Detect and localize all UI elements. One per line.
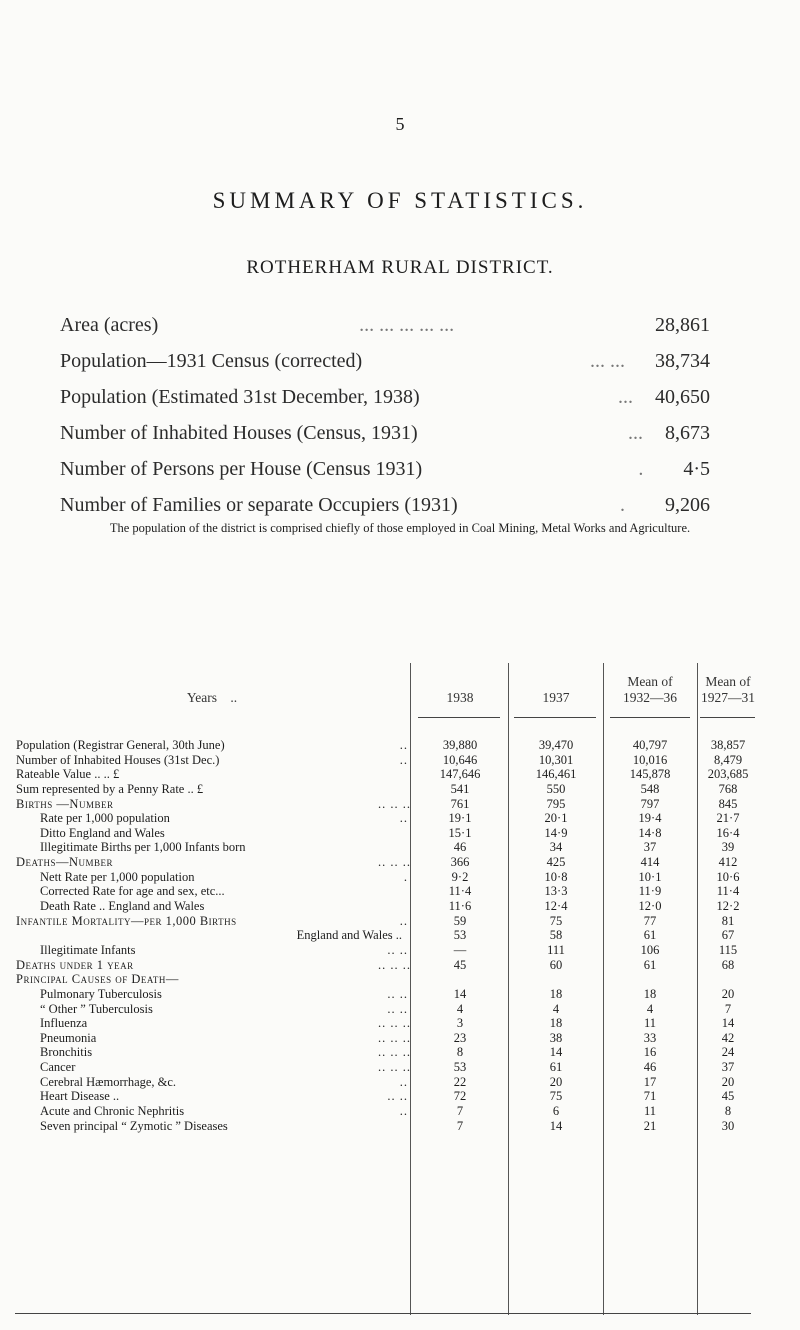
cell-1937: 425 <box>546 855 566 870</box>
summary-label: Number of Persons per House (Census 1931) <box>60 458 423 480</box>
summary-value: 28,861 <box>655 314 710 336</box>
summary-dots: ... ... ... ... ... <box>359 314 455 336</box>
summary-dots: . <box>620 494 625 516</box>
cell-mean-1927-31: 845 <box>718 796 738 811</box>
row-label: Acute and Chronic Nephritis <box>40 1104 185 1119</box>
row-label: Number of Inhabited Houses (31st Dec.) <box>16 752 220 767</box>
table-row <box>0 943 800 958</box>
cell-mean-1932-36: 10,016 <box>632 752 668 767</box>
row-dots: .. .. .. <box>378 796 411 811</box>
summary-value: 40,650 <box>655 386 710 408</box>
row-label: Corrected Rate for age and sex, etc... <box>40 884 225 899</box>
cell-1937: 6 <box>552 1104 560 1119</box>
cell-mean-1927-31: 16·4 <box>716 825 740 840</box>
cell-mean-1932-36: 37 <box>643 840 657 855</box>
cell-mean-1932-36: 17 <box>643 1074 657 1089</box>
cell-mean-1932-36: 106 <box>640 942 660 957</box>
row-label: Deaths—Number <box>16 855 114 870</box>
summary-dots: ... <box>628 422 643 444</box>
summary-label: Number of Families or separate Occupiers (1931) <box>60 494 458 516</box>
header-mean-label: Mean of <box>627 674 673 689</box>
table-row <box>0 767 800 782</box>
cell-mean-1932-36: 19·4 <box>638 811 662 826</box>
table-row <box>0 884 800 899</box>
table-row <box>0 1002 800 1017</box>
row-label: Cancer <box>40 1060 76 1075</box>
table-row <box>0 1104 800 1119</box>
cell-mean-1932-36: 11 <box>643 1016 657 1031</box>
table-row <box>0 1060 800 1075</box>
table-row <box>0 958 800 973</box>
cell-1938: 14 <box>453 986 467 1001</box>
cell-1937: 10,301 <box>538 752 574 767</box>
row-dots: .. .. <box>387 986 408 1001</box>
table-row <box>0 987 800 1002</box>
cell-mean-1927-31: 768 <box>718 781 738 796</box>
cell-mean-1932-36: 40,797 <box>632 738 668 752</box>
cell-1938: 11·4 <box>448 884 472 899</box>
cell-mean-1932-36: 46 <box>643 1060 657 1075</box>
row-label: Death Rate .. England and Wales <box>40 899 205 914</box>
cell-1937: 60 <box>549 957 563 972</box>
row-label: Cerebral Hæmorrhage, &c. <box>40 1074 177 1089</box>
cell-mean-1927-31: 203,685 <box>707 767 749 782</box>
cell-mean-1927-31: 21·7 <box>716 811 740 826</box>
header-1938: 1938 <box>446 690 474 705</box>
row-label: Bronchitis <box>40 1045 93 1060</box>
cell-1937: 146,461 <box>535 767 577 782</box>
cell-1938: 53 <box>453 1060 467 1075</box>
header-years-dots: .. <box>230 690 238 705</box>
summary-value: 38,734 <box>655 350 710 372</box>
header-underline <box>610 717 690 718</box>
cell-1938: 366 <box>450 855 470 870</box>
cell-1937: 14 <box>549 1118 563 1133</box>
cell-mean-1927-31: 8 <box>724 1104 732 1119</box>
table-row <box>0 1075 800 1090</box>
row-label: Seven principal “ Zymotic ” Diseases <box>40 1118 228 1133</box>
summary-label: Population (Estimated 31st December, 1938) <box>60 386 420 408</box>
cell-mean-1932-36: 18 <box>643 986 657 1001</box>
cell-1938: 8 <box>456 1045 464 1060</box>
row-label: Pneumonia <box>40 1030 97 1045</box>
summary-dots: . <box>638 458 644 480</box>
cell-1937: 795 <box>546 796 566 811</box>
cell-mean-1927-31: 81 <box>721 913 735 928</box>
table-row <box>0 1089 800 1104</box>
cell-1938: 23 <box>453 1030 467 1045</box>
summary-row-inhabited-houses <box>60 422 710 458</box>
row-label: England and Wales .. <box>296 928 402 943</box>
cell-mean-1927-31: 24 <box>721 1045 735 1060</box>
summary-value: 8,673 <box>665 422 710 444</box>
cell-mean-1927-31: 67 <box>721 928 735 943</box>
row-label: Heart Disease .. <box>40 1089 120 1104</box>
cell-1938: 10,646 <box>442 752 478 767</box>
cell-mean-1932-36: 61 <box>643 928 657 943</box>
cell-mean-1927-31: 37 <box>721 1060 735 1075</box>
row-label: Nett Rate per 1,000 population <box>40 869 195 884</box>
header-underline <box>418 717 500 718</box>
table-row <box>0 855 800 870</box>
cell-mean-1932-36: 414 <box>640 855 660 870</box>
cell-1937: 14·9 <box>544 825 568 840</box>
table-row <box>0 1016 800 1031</box>
cell-1937: 14 <box>549 1045 563 1060</box>
header-mean-1927-31 <box>698 674 758 706</box>
cell-mean-1932-36: 61 <box>643 957 657 972</box>
table-row <box>0 1031 800 1046</box>
cell-mean-1927-31: 11·4 <box>716 884 740 899</box>
cell-1938: 15·1 <box>448 825 472 840</box>
header-underline <box>700 717 755 718</box>
row-label: Pulmonary Tuberculosis <box>40 986 162 1001</box>
table-row <box>0 972 800 987</box>
header-mean-1932-36 <box>605 674 695 706</box>
cell-1938: 11·6 <box>448 899 472 914</box>
row-label: Ditto England and Wales <box>40 825 165 840</box>
cell-1938: 7 <box>456 1118 464 1133</box>
summary-label: Population—1931 Census (corrected) <box>60 350 363 372</box>
cell-mean-1927-31: 412 <box>718 855 738 870</box>
table-row <box>0 840 800 855</box>
cell-mean-1932-36: 797 <box>640 796 660 811</box>
cell-mean-1927-31: 20 <box>721 1074 735 1089</box>
page-number: 5 <box>395 114 405 134</box>
row-label: Births —Number <box>16 796 114 811</box>
cell-1937: 13·3 <box>544 884 568 899</box>
header-mean-years: 1932—36 <box>623 690 677 705</box>
table-row <box>0 928 800 943</box>
header-mean-label: Mean of <box>705 674 751 689</box>
cell-mean-1927-31: 38,857 <box>710 738 746 752</box>
cell-mean-1932-36: 16 <box>643 1045 657 1060</box>
cell-mean-1927-31: 68 <box>721 957 735 972</box>
document-subtitle: ROTHERHAM RURAL DISTRICT. <box>246 257 554 278</box>
cell-1937: 34 <box>549 840 563 855</box>
cell-mean-1932-36: 10·1 <box>638 869 662 884</box>
cell-mean-1932-36: 14·8 <box>638 825 662 840</box>
row-dots: .. <box>399 752 408 767</box>
summary-label: Number of Inhabited Houses (Census, 1931) <box>60 422 418 444</box>
cell-mean-1927-31: 30 <box>721 1118 735 1133</box>
row-label: Rateable Value .. .. £ <box>16 767 120 782</box>
cell-1937: 10·8 <box>544 869 568 884</box>
cell-mean-1927-31: 14 <box>721 1016 735 1031</box>
document-title: SUMMARY OF STATISTICS. <box>212 188 588 213</box>
cell-1937: 38 <box>549 1030 563 1045</box>
row-label: Deaths under 1 year <box>16 957 134 972</box>
cell-1938: 45 <box>453 957 467 972</box>
cell-mean-1927-31: 42 <box>721 1030 735 1045</box>
header-years <box>16 690 408 706</box>
cell-1937: 75 <box>549 1089 563 1104</box>
cell-mean-1932-36: 21 <box>643 1118 657 1133</box>
row-label: Influenza <box>40 1016 88 1031</box>
summary-dots: ... ... <box>590 350 625 372</box>
summary-row-population-census <box>60 350 710 386</box>
row-dots: .. .. <box>387 1001 408 1016</box>
row-label: Infantile Mortality—per 1,000 Births <box>16 913 237 928</box>
cell-mean-1932-36: 33 <box>643 1030 657 1045</box>
row-dots: . <box>403 869 408 884</box>
summary-list <box>60 314 710 530</box>
cell-1937: 4 <box>552 1001 560 1016</box>
cell-1937: 550 <box>546 781 566 796</box>
cell-1938: 7 <box>456 1104 464 1119</box>
row-label: Population (Registrar General, 30th June) <box>16 738 225 752</box>
cell-mean-1927-31: 8,479 <box>713 752 743 767</box>
summary-row-persons-per-house <box>60 458 710 494</box>
table-row <box>0 914 800 929</box>
cell-mean-1932-36: 548 <box>640 781 660 796</box>
row-dots: .. .. .. <box>378 1045 411 1060</box>
cell-1937: 39,470 <box>538 738 574 752</box>
cell-mean-1927-31: 20 <box>721 986 735 1001</box>
cell-1938: 59 <box>453 913 467 928</box>
summary-row-area <box>60 314 710 350</box>
summary-value: 9,206 <box>665 494 710 516</box>
table-row <box>0 753 800 768</box>
header-1937: 1937 <box>542 690 570 705</box>
cell-1937: 12·4 <box>544 899 568 914</box>
row-label: Illegitimate Infants <box>40 942 136 957</box>
row-label: Rate per 1,000 population <box>40 811 170 826</box>
cell-mean-1932-36: 77 <box>643 913 657 928</box>
cell-1938: 53 <box>453 928 467 943</box>
cell-1938: 3 <box>456 1016 464 1031</box>
cell-1937: 75 <box>549 913 563 928</box>
header-underline <box>514 717 596 718</box>
row-dots: .. .. .. <box>378 957 411 972</box>
cell-1937: 58 <box>549 928 563 943</box>
cell-mean-1927-31: 115 <box>718 942 738 957</box>
row-dots: .. .. .. <box>378 1030 411 1045</box>
row-label: Illegitimate Births per 1,000 Infants born <box>40 840 246 855</box>
row-dots: .. .. .. <box>378 1016 411 1031</box>
cell-1938: 19·1 <box>448 811 472 826</box>
table-body <box>0 738 800 1133</box>
cell-1937: 18 <box>549 986 563 1001</box>
table-row <box>0 782 800 797</box>
cell-1938: 761 <box>450 796 470 811</box>
cell-1938: 22 <box>453 1074 467 1089</box>
summary-dots: ... <box>618 386 633 408</box>
cell-mean-1927-31: 7 <box>724 1001 732 1016</box>
table-bottom-rule <box>15 1313 751 1314</box>
cell-mean-1932-36: 145,878 <box>629 767 671 782</box>
table-row <box>0 870 800 885</box>
cell-1937: 61 <box>549 1060 563 1075</box>
population-note: The population of the district is comprised chiefly of those employed in Coal Mining, Metal Works and Agriculture. <box>109 521 691 535</box>
table-row <box>0 811 800 826</box>
row-dots: .. <box>399 738 408 752</box>
cell-mean-1932-36: 71 <box>643 1089 657 1104</box>
cell-mean-1927-31: 45 <box>721 1089 735 1104</box>
cell-1938: 541 <box>450 781 470 796</box>
cell-mean-1932-36: 11·9 <box>638 884 662 899</box>
row-dots: .. <box>399 913 408 928</box>
cell-1938: — <box>453 942 467 957</box>
cell-1938: 46 <box>453 840 467 855</box>
row-dots: .. .. .. <box>378 855 411 870</box>
row-dots: .. .. <box>387 1089 408 1104</box>
cell-1938: 9·2 <box>451 869 469 884</box>
table-row <box>0 1045 800 1060</box>
cell-mean-1927-31: 39 <box>721 840 735 855</box>
cell-1938: 147,646 <box>439 767 481 782</box>
row-dots: .. .. .. <box>378 1060 411 1075</box>
cell-1938: 39,880 <box>442 738 478 752</box>
summary-label: Area (acres) <box>60 314 159 336</box>
row-dots: .. <box>399 1074 408 1089</box>
row-dots: .. <box>399 1104 408 1119</box>
row-dots: .. .. <box>387 942 408 957</box>
summary-value: 4·5 <box>683 458 710 480</box>
cell-1937: 20 <box>549 1074 563 1089</box>
cell-1937: 111 <box>547 942 565 957</box>
row-dots: .. <box>399 811 408 826</box>
cell-mean-1927-31: 10·6 <box>716 869 740 884</box>
table-row <box>0 797 800 812</box>
table-row <box>0 1119 800 1134</box>
row-label: Sum represented by a Penny Rate .. £ <box>16 781 204 796</box>
cell-1937: 20·1 <box>544 811 568 826</box>
cell-mean-1932-36: 4 <box>646 1001 654 1016</box>
cell-1938: 4 <box>456 1001 464 1016</box>
cell-1938: 72 <box>453 1089 467 1104</box>
table-row <box>0 826 800 841</box>
cell-1937: 18 <box>549 1016 563 1031</box>
header-years-label: Years <box>186 690 217 705</box>
table-row <box>0 899 800 914</box>
row-label: Principal Causes of Death— <box>16 972 179 987</box>
cell-mean-1927-31: 12·2 <box>716 899 740 914</box>
row-label: “ Other ” Tuberculosis <box>40 1001 153 1016</box>
cell-mean-1932-36: 12·0 <box>638 899 662 914</box>
cell-mean-1932-36: 11 <box>643 1104 657 1119</box>
summary-row-population-estimated <box>60 386 710 422</box>
table-row <box>0 738 800 753</box>
header-mean-years: 1927—31 <box>701 690 755 705</box>
